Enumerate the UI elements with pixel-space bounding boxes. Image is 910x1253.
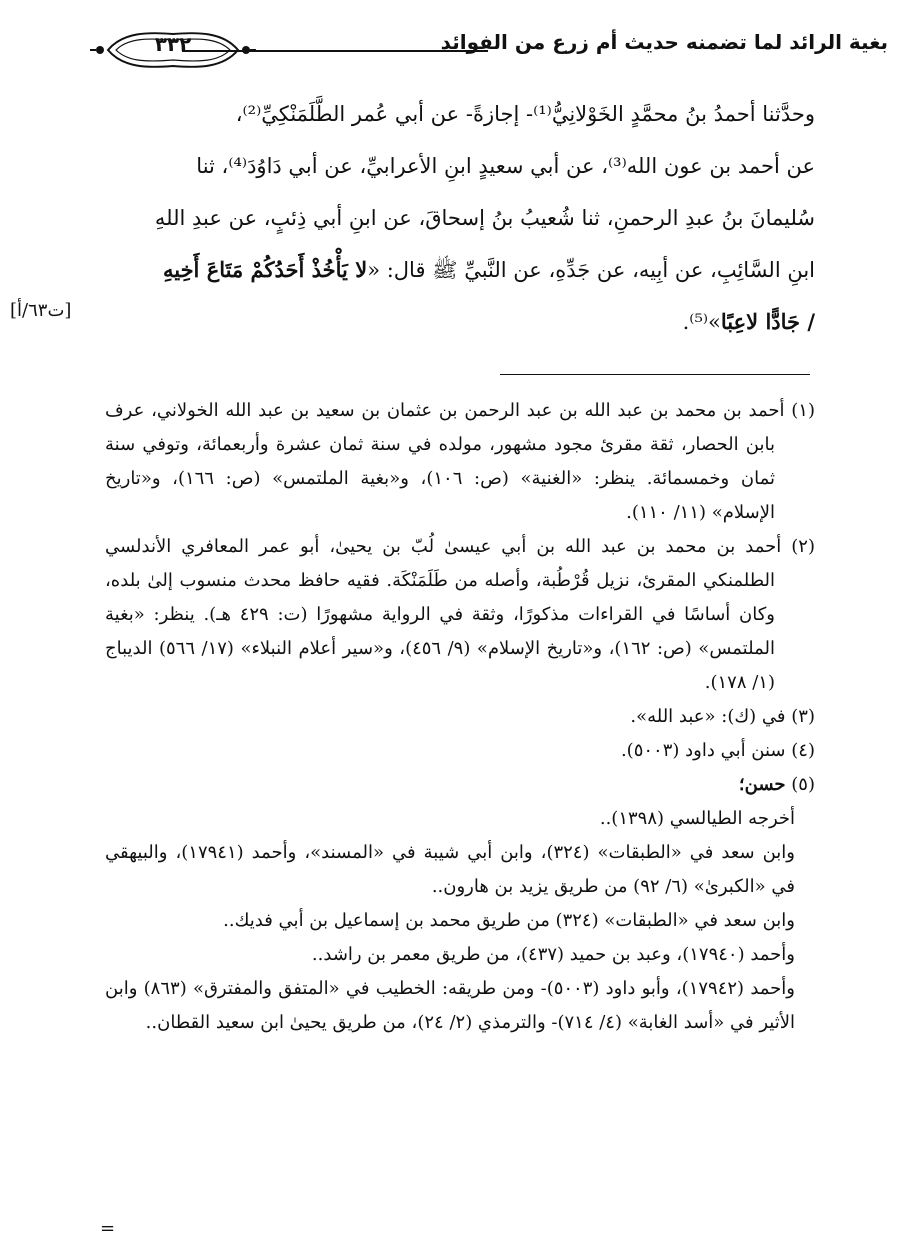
text-line-3: سُليمانَ بنُ عبدِ الرحمنِ، ثنا شُعيبُ بنُ إسحاقَ، عن ابنِ أبي ذِئبٍ، عن عبدِ اللهِ <box>154 206 815 230</box>
takhrij-paragraph: وابن سعد في «الطبقات» (٣٢٤) من طريق محمد بن إسماعيل بن أبي فديك.. <box>223 910 795 931</box>
takhrij-paragraph: وأحمد (١٧٩٤٢)، وأبو داود (٥٠٠٣)- ومن طريقه: الخطيب في «المتفق والمفترق» (٨٦٣) وابن الأثير في «أسد الغابة» (٤/ ٧١٤)- والترمذي (٢/ ٢٤)، من طريق يحيىٰ ابن سعيد القطان.. <box>105 978 795 1033</box>
footnote-number: (٣) <box>791 706 815 727</box>
footnote-text: سنن أبي داود (٥٠٠٣). <box>620 740 786 761</box>
page-header <box>22 22 888 74</box>
footnote-5 <box>105 768 815 802</box>
hadith-text: لا يَأْخُذْ أَحَدُكُمْ مَتَاعَ أَخِيهِ <box>162 257 368 282</box>
text-line-5-end: »⁽⁵⁾. <box>682 310 721 334</box>
text-line <box>105 244 815 296</box>
footnote-number: (٥) <box>791 774 815 795</box>
text-line <box>105 296 815 348</box>
takhrij-paragraph: وابن سعد في «الطبقات» (٣٢٤)، وابن أبي شيبة في «المسند»، وأحمد (١٧٩٤١)، والبيهقي في «الكبرىٰ» (٦/ ٩٢) من طريق يزيد بن هارون.. <box>105 842 795 897</box>
text-line <box>105 140 815 192</box>
hadith-text-end: / جَادًّا لاعِبًا <box>720 309 815 334</box>
main-text <box>105 88 815 348</box>
running-title: بغية الرائد لما تضمنه حديث أم زرع من الفوائد <box>440 30 888 54</box>
takhrij-paragraph: وأحمد (١٧٩٤٠)، وعبد بن حميد (٤٣٧)، من طريق معمر بن راشد.. <box>311 944 795 965</box>
grading-label: حسن؛ <box>738 774 786 795</box>
text-line <box>105 88 815 140</box>
page-number: ٣٣٢ <box>154 32 192 56</box>
footnote-number: (١) <box>791 400 815 421</box>
footnote-text: في (ك): «عبد الله». <box>630 706 786 727</box>
footnote-number: (٢) <box>791 536 815 557</box>
footnote-1 <box>105 394 815 530</box>
text-line <box>105 192 815 244</box>
footnote-4 <box>105 734 815 768</box>
footnote-text: أحمد بن محمد بن عبد الله بن أبي عيسىٰ لُبّ بن يحيىٰ، أبو عمر المعافري الأندلسي الطلمنكي المقرئ، نزيل قُرْطُبة، وأصله من طَلَمَنْكَة. فقيه حافظ محدث منسوب إلىٰ بلده، وكان أساسًا في القراءات مذكورًا، وثقة في الرواية مشهورًا (ت: ٤٢٩ هـ). ينظر: «بغية الملتمس» (ص: ١٦٢)، و«تاريخ الإسلام» (٩/ ٤٥٦)، و«سير أعلام النبلاء» (١٧/ ٥٦٦) الديباج (١/ ١٧٨). <box>105 536 782 693</box>
text-line-1: وحدَّثنا أحمدُ بنُ محمَّدٍ الخَوْلانِيُّ⁽¹⁾- إجازةً- عن أبي عُمر الطَّلَمَنْكِيِّ⁽²⁾، <box>235 102 815 126</box>
footnote-2 <box>105 530 815 700</box>
footnote-separator <box>500 374 810 375</box>
continuation-mark: = <box>100 1218 116 1239</box>
takhrij-paragraph: أخرجه الطيالسي (١٣٩٨).. <box>599 808 795 829</box>
text-line-2: عن أحمد بن عون الله⁽³⁾، عن أبي سعيدٍ ابنِ الأعرابيِّ، عن أبي دَاوُدَ⁽⁴⁾، ثنا <box>196 154 815 178</box>
text-line-4: ابنِ السَّائِبِ، عن أبِيه، عن جَدِّهِ، عن النَّبيِّ ﷺ قال: « <box>367 258 815 282</box>
manuscript-marker: [ت٦٣/أ] <box>10 300 72 321</box>
footnote-3 <box>105 700 815 734</box>
footnote-number: (٤) <box>791 740 815 761</box>
footnotes <box>105 394 815 1040</box>
footnote-text: أحمد بن محمد بن عبد الله بن عبد الرحمن بن عثمان بن سعيد بن عبد الله الخولاني، عرف بابن الحصار، ثقة مقرئ مجود مشهور، مولده في سنة ثمان عشرة وأربعمائة، وتوفي سنة ثمان وخمسمائة. ينظر: «الغنية» (ص: ١٠٦)، و«بغية الملتمس» (ص: ١٦٦)، و«تاريخ الإسلام» (١١/ ١١٠). <box>105 400 785 523</box>
